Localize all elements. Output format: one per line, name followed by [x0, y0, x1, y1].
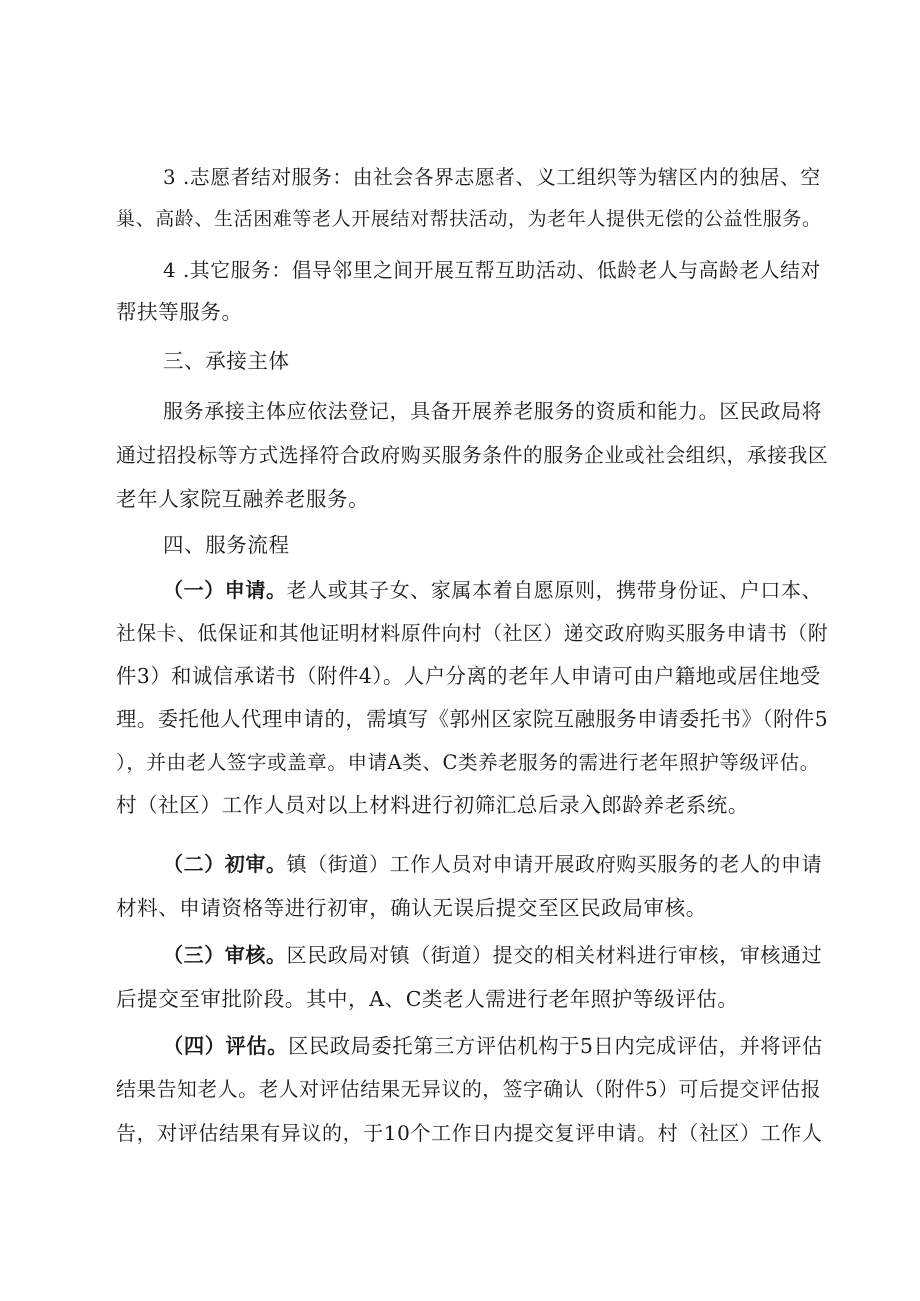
step-text: 区民政局委托第三方评估机构于5日内完成评估，并将评估	[288, 1034, 823, 1058]
section-heading: 三、承接主体	[163, 349, 290, 373]
paragraph-line: 巢、高龄、生活困难等老人开展结对帮扶活动，为老年人提供无偿的公益性服务。	[116, 208, 822, 230]
paragraph-line	[163, 1026, 828, 1066]
step-text: 镇（街道）工作人员对申请开展政府购买服务的老人的申请	[286, 852, 823, 876]
step-lead: （三）审核。	[163, 943, 287, 967]
paragraph-line: 通过招投标等方式选择符合政府购买服务条件的服务企业或社会组织，承接我区	[116, 444, 829, 467]
paragraph-line	[163, 844, 828, 884]
paragraph-line: 服务承接主体应依法登记，具备开展养老服务的资质和能力。区民政局将	[163, 399, 823, 423]
paragraph-line: 材料、申请资格等进行初审，确认无误后提交至区民政局审核。	[116, 896, 707, 920]
paragraph-line: 结果告知老人。老人对评估结果无异议的，签字确认（附件5）可后提交评估报	[116, 1078, 822, 1101]
paragraph-line: 社保卡、低保证和其他证明材料原件向村（社区）递交政府购买服务申请书（附	[116, 622, 829, 645]
paragraph-line: 帮扶等服务。	[116, 300, 243, 324]
paragraph-line	[163, 570, 828, 610]
paragraph-line: 3 .志愿者结对服务：由社会各界志愿者、义工组织等为辖区内的独居、空	[163, 166, 821, 189]
step-lead: （四）评估。	[163, 1034, 289, 1058]
paragraph-line	[163, 935, 828, 975]
paragraph-line: 告，对评估结果有异议的，于10个工作日内提交复评申请。村（社区）工作人	[116, 1121, 823, 1145]
section-heading: 四、服务流程	[163, 533, 290, 557]
paragraph-line: 村（社区）工作人员对以上材料进行初筛汇总后录入郎龄养老系统。	[116, 793, 749, 817]
step-text: 区民政局对镇（街道）提交的相关材料进行审核，审核通过	[286, 943, 823, 967]
step-text: 老人或其子女、家属本着自愿原则，携带身份证、户口本、	[286, 578, 823, 602]
paragraph-line: 件3）和诚信承诺书（附件4）。人户分离的老年人申请可由户籍地或居住地受	[116, 664, 821, 688]
step-lead: （二）初审。	[163, 852, 287, 876]
paragraph-line: 4 .其它服务：倡导邻里之间开展互帮互助活动、低龄老人与高龄老人结对	[163, 259, 821, 282]
paragraph-line: 老年人家院互融养老服务。	[116, 487, 370, 511]
step-lead: （一）申请。	[163, 578, 287, 602]
paragraph-line: ），并由老人签字或盖章。申请A类、C类养老服务的需进行老年照护等级评估。	[116, 751, 820, 774]
paragraph-line: 后提交至审批阶段。其中，A、C类老人需进行老年照护等级评估。	[116, 987, 739, 1011]
paragraph-line: 理。委托他人代理申请的，需填写《郭州区家院互融服务申请委托书》（附件5	[116, 707, 829, 731]
